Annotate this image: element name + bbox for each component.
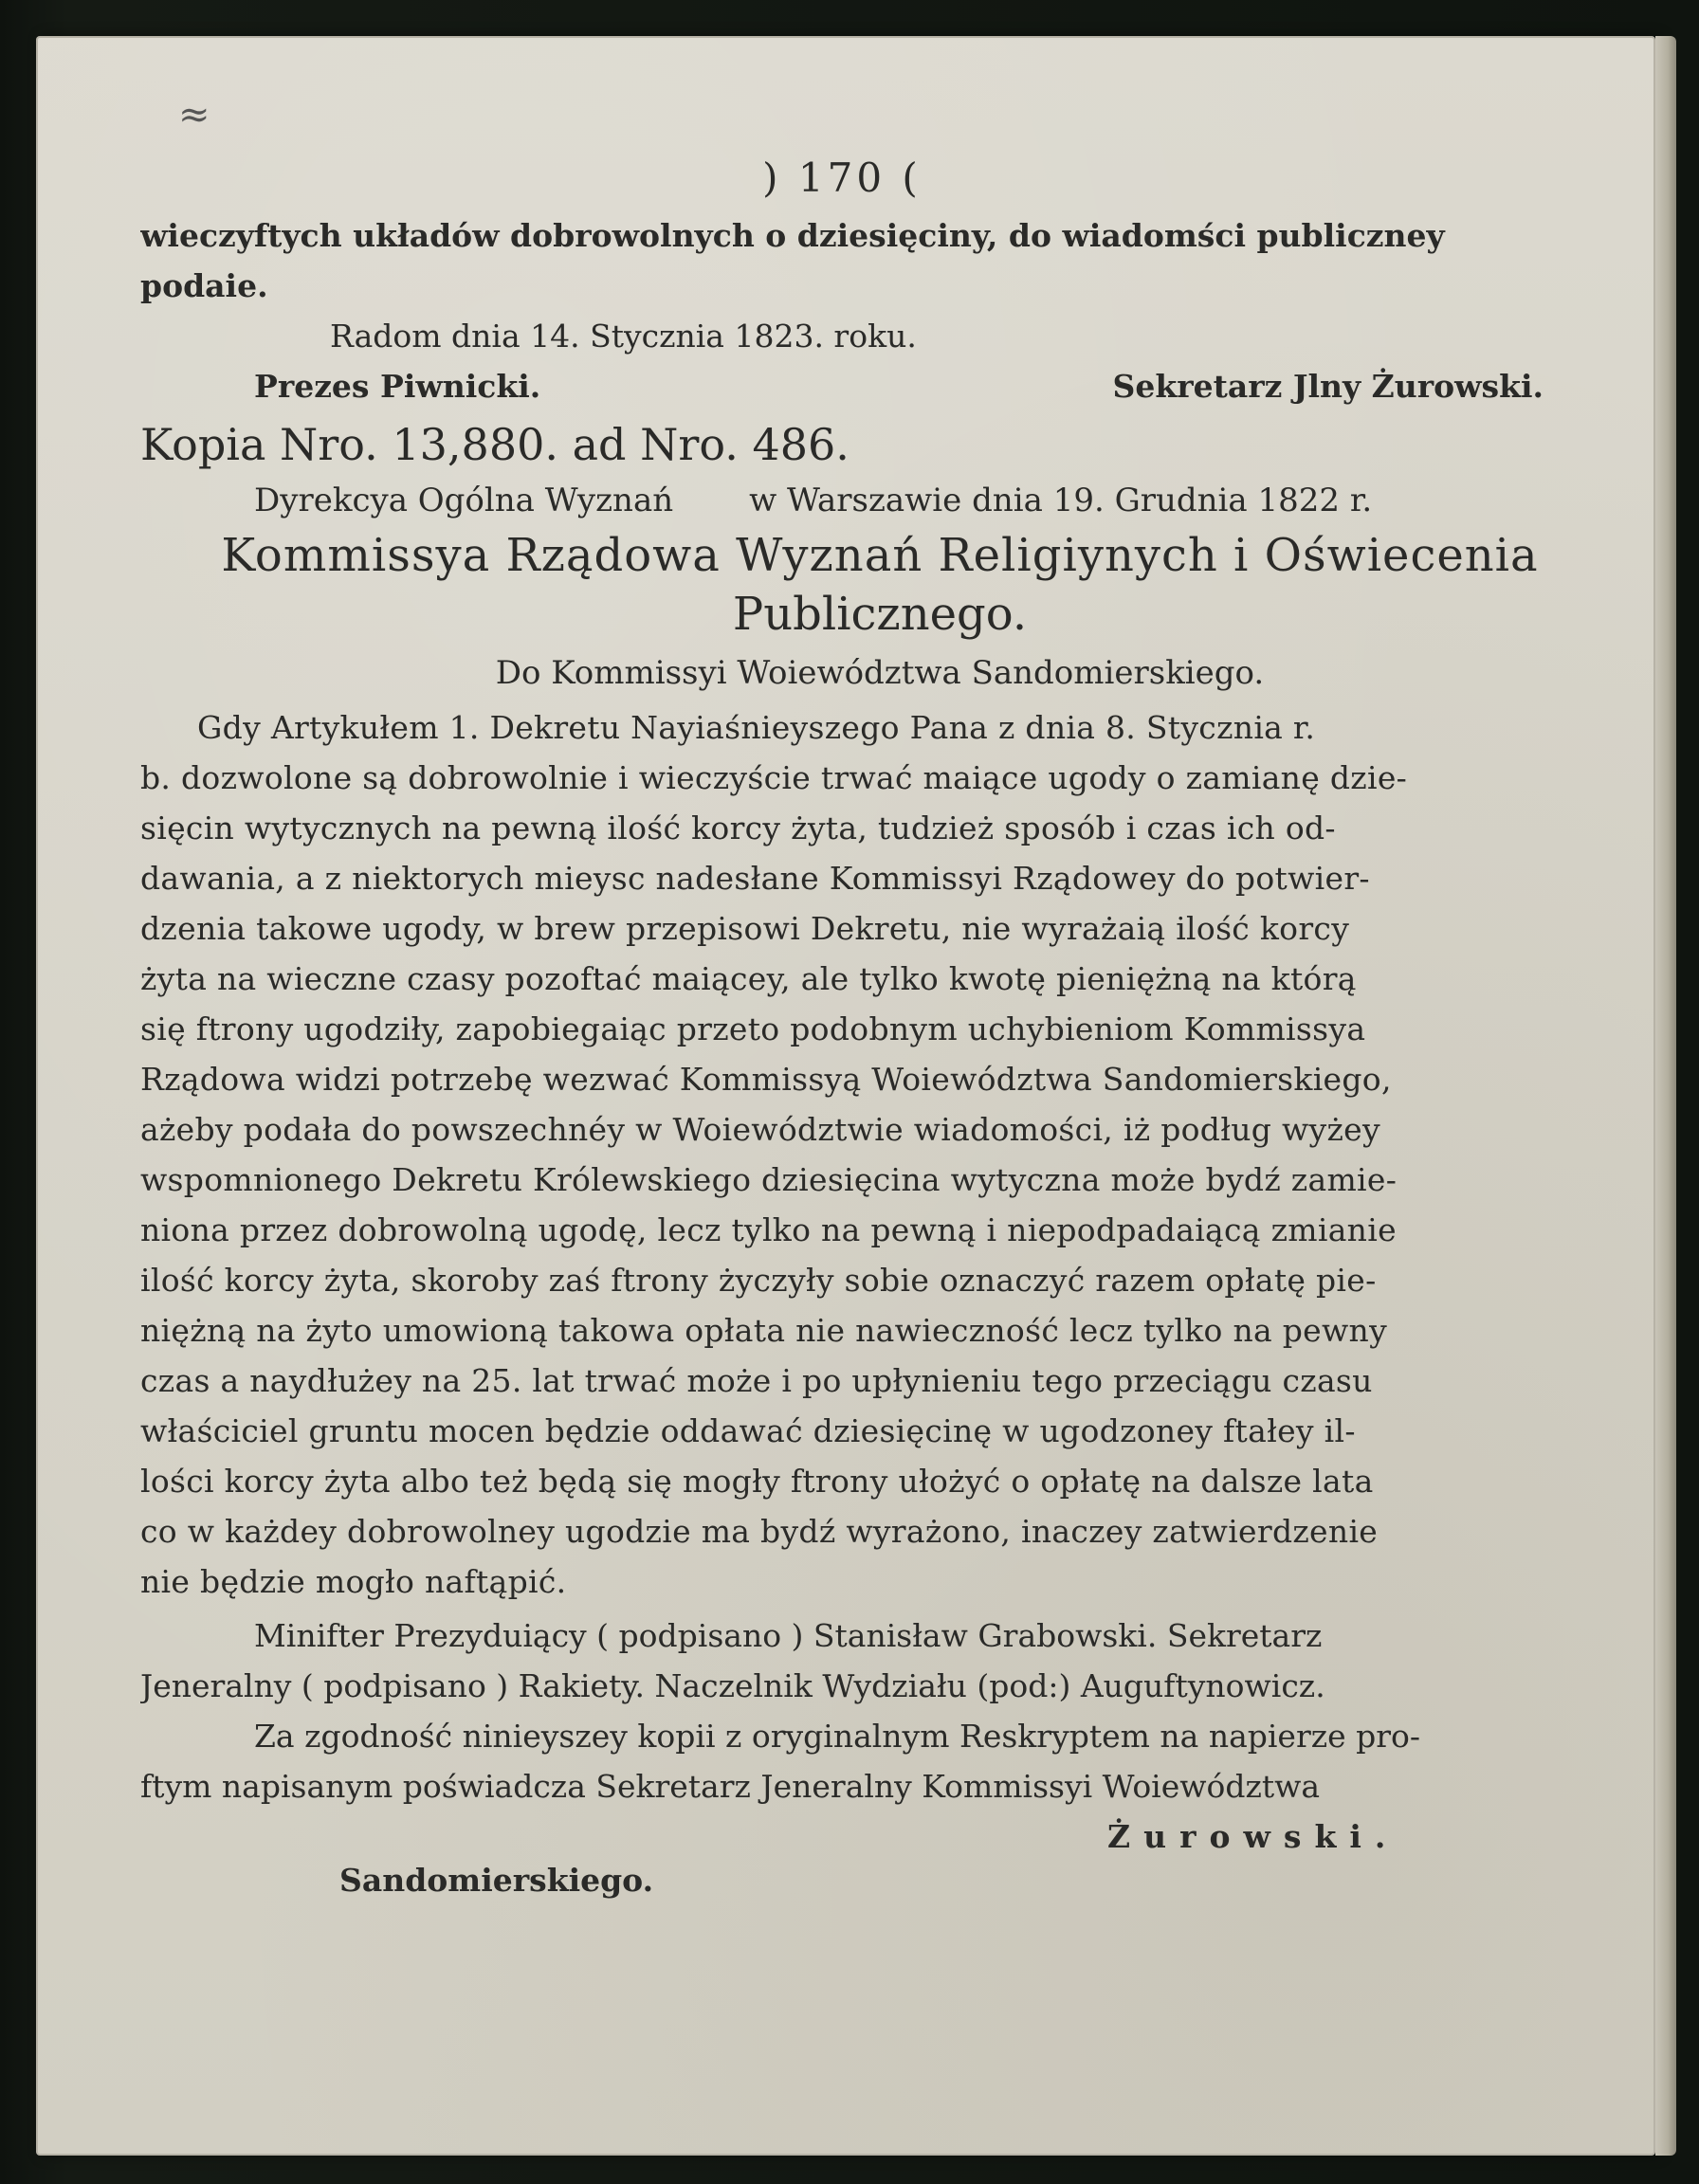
paragraph-line: b. dozwolone są dobrowolnie i wieczyście trwać maiące ugody o zamianę dzie-	[140, 759, 1408, 796]
dyrekcya-row	[140, 476, 1619, 526]
kopia-heading: Kopia Nro. 13,880. ad Nro. 486.	[140, 419, 850, 470]
signature-line: Minifter Prezyduiący ( podpisano ) Stanisław Grabowski. Sekretarz	[254, 1617, 1323, 1654]
paragraph-line: żyta na wieczne czasy pozoftać maiącey, ale tylko kwotę pieniężną na którą	[140, 960, 1357, 997]
paragraph-line: niężną na żyto umowioną takowa opłata nie nawieczność lecz tylko na pewny	[140, 1312, 1388, 1349]
paragraph-line: nie będzie mogło naftąpić.	[140, 1563, 567, 1600]
sandomierskiego-line: Sandomierskiego.	[339, 1862, 654, 1899]
text-line: wieczyftych układów dobrowolnych o dziesięciny, do wiadomści publiczney	[140, 217, 1445, 254]
signature-block	[140, 1611, 1619, 1906]
corner-mark: ≈	[178, 93, 210, 136]
signature-row	[140, 361, 1619, 411]
text-line: podaie.	[140, 267, 268, 304]
page-number: ) 170 (	[762, 155, 922, 201]
paragraph-line: Gdy Artykułem 1. Dekretu Nayiaśnieyszego Pana z dnia 8. Stycznia r.	[197, 709, 1316, 746]
paragraph-line: czas a naydłużey na 25. lat trwać może i po upłynieniu tego przeciągu czasu	[140, 1362, 1373, 1399]
paragraph-line: ażeby podała do powszechnéy w Woiewództwie wiadomości, iż podług wyżey	[140, 1111, 1380, 1148]
paragraph-line: wspomnionego Dekretu Królewskiego dziesięcina wytyczna może bydź zamie-	[140, 1161, 1398, 1198]
signature-line: Za zgodność ninieyszey kopii z oryginalnym Reskryptem na napierze pro-	[254, 1718, 1421, 1755]
paragraph-line: właściciel gruntu mocen będzie oddawać dziesięcinę w ugodzoney ftałey il-	[140, 1412, 1356, 1449]
page-edge	[1655, 36, 1676, 2156]
closing-row	[140, 1811, 1619, 1906]
warszawa-date: w Warszawie dnia 19. Grudnia 1822 r.	[749, 482, 1373, 519]
paragraph-line: się ftrony ugodziły, zapobiegaiąc przeto podobnym uchybieniom Kommissya	[140, 1010, 1366, 1047]
paragraph-line: dzenia takowe ugody, w brew przepisowi Dekretu, nie wyrażaią ilość korcy	[140, 910, 1350, 947]
paragraph-line: co w każdey dobrowolney ugodzie ma bydź wyrażono, inaczey zatwierdzenie	[140, 1513, 1379, 1550]
paragraph-line: ilość korcy żyta, skoroby zaś ftrony życzyły sobie oznaczyć razem opłatę pie-	[140, 1262, 1377, 1299]
main-paragraph	[140, 702, 1619, 1607]
kommissya-heading: Kommissya Rządowa Wyznań Religiynych i Oświecenia	[221, 529, 1539, 582]
sekretarz-signature: Sekretarz Jlny Żurowski.	[1112, 368, 1544, 405]
signature-line: Jeneralny ( podpisano ) Rakiety. Naczelnik Wydziału (pod:) Auguftynowicz.	[140, 1667, 1325, 1704]
dyrekcya-label: Dyrekcya Ogólna Wyznań	[254, 482, 674, 519]
paragraph-line: niona przez dobrowolną ugodę, lecz tylko na pewną i niepodpadaiącą zmianie	[140, 1211, 1397, 1248]
date-line: Radom dnia 14. Stycznia 1823. roku.	[330, 318, 917, 355]
paragraph-line: dawania, a z niektorych mieysc nadesłane Kommissyi Rządowey do potwier-	[140, 860, 1370, 897]
signature-line: ftym napisanym poświadcza Sekretarz Jeneralny Kommissyi Woiewództwa	[140, 1768, 1321, 1805]
paragraph-line: sięcin wytycznych na pewną ilość korcy żyta, tudzież sposób i czas ich od-	[140, 810, 1336, 846]
zurowski-signature: Żurowski.	[1107, 1818, 1399, 1855]
publicznego-heading: Publicznego.	[732, 588, 1028, 641]
prezes-signature: Prezes Piwnicki.	[254, 368, 541, 405]
paragraph-line: lości korcy żyta albo też będą się mogły ftrony ułożyć o opłatę na dalsze lata	[140, 1463, 1374, 1500]
document-page	[36, 36, 1655, 2156]
paragraph-line: Rządowa widzi potrzebę wezwać Kommissyą Woiewództwa Sandomierskiego,	[140, 1061, 1392, 1098]
addressee-line: Do Kommissyi Woiewództwa Sandomierskiego.	[495, 654, 1265, 692]
page-content	[140, 150, 1619, 1906]
